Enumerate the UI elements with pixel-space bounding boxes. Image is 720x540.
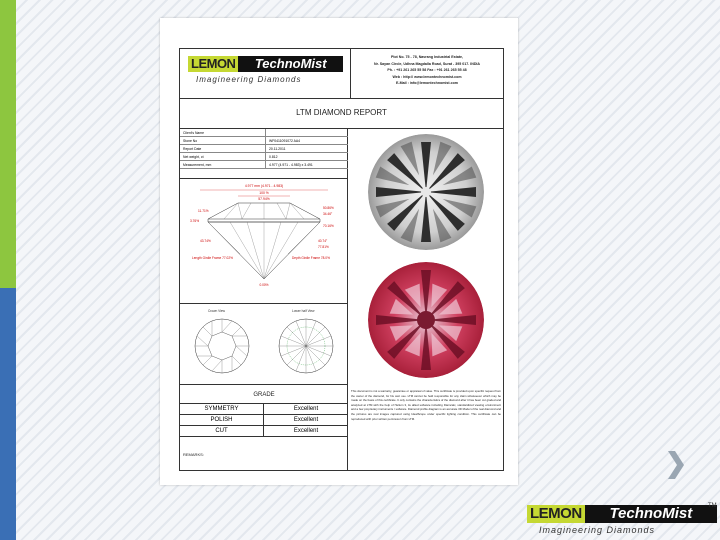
grade-title: GRADE bbox=[253, 392, 275, 398]
left-column bbox=[180, 129, 348, 384]
lower-half-label: 77.81% bbox=[318, 245, 329, 249]
grade-row bbox=[180, 426, 348, 437]
star-label: 50.86% bbox=[323, 206, 334, 210]
logo-tagline: Imagineering Diamonds bbox=[196, 75, 302, 84]
accent-bar-blue bbox=[0, 288, 16, 540]
logo-techno-text: TechnoMist bbox=[238, 56, 343, 72]
address-line: Nr. Sayan Circle, Udhna Magdalla Road, Surat - 395 017. INDIA bbox=[373, 61, 481, 66]
grade-value: Excellent bbox=[293, 417, 319, 423]
facet-views bbox=[180, 304, 348, 384]
logo-lemon-text: LEMON bbox=[188, 56, 238, 72]
culet-label: 0.00% bbox=[259, 283, 269, 287]
logo-lemon-text: LEMON bbox=[527, 505, 585, 523]
total-depth-label: 70.16% bbox=[323, 224, 334, 228]
diamond-photo-idealscope bbox=[368, 262, 484, 378]
stone-info-table bbox=[180, 129, 348, 179]
facet-diagram-icon bbox=[180, 304, 348, 384]
address-line: Web : http:// www.lemontechnomist.com bbox=[392, 74, 462, 79]
grade-value: Excellent bbox=[293, 406, 319, 412]
pavilion-angle-label: 40.74° bbox=[318, 239, 328, 243]
report-title: LTM DIAMOND REPORT bbox=[296, 108, 387, 117]
lower-view-label: Lower half View bbox=[292, 309, 315, 313]
table-top-label: 57.94% bbox=[258, 197, 270, 201]
crown-view-label: Crown View bbox=[208, 309, 225, 313]
info-row: Report Date 20.11.2011 bbox=[180, 145, 348, 153]
grade-table bbox=[180, 403, 348, 437]
idealscope-image-icon bbox=[368, 262, 484, 378]
info-row: Net weight, ct 0.812 bbox=[180, 153, 348, 161]
logo-techno-text: TechnoMist bbox=[585, 505, 717, 523]
diamond-profile-icon bbox=[180, 179, 348, 304]
grade-value: Excellent bbox=[293, 428, 319, 434]
info-row: Stone No WF0411091072 AA4 bbox=[180, 137, 348, 145]
remarks-label: REMARKS: bbox=[183, 452, 204, 457]
address-line: Ph. : +91 261 265 55 58 Fax : +91 261 265 55 48 bbox=[387, 68, 467, 72]
grade-section bbox=[180, 384, 348, 470]
info-row: Measurement, mm 4.977 (4.971 - 4.983) x 3.491 bbox=[180, 161, 348, 169]
grade-row bbox=[180, 415, 348, 426]
logo-tagline: Imagineering Diamonds bbox=[539, 525, 656, 535]
disclaimer-text: This document is not a warranty, guarantee or appraisal of value. This certificate is provided upon specific request from the owner of the diamond, for his own use. LTM cannot be held responsible for any claim whatsoever which may be made on the basis of this certificate. It only contains the characteristics of the diamond after it has been cut graded and analyzed at LTM with the help of Helium 3, its allied software including Diamcalc, standardized viewing environment and a few proprietary instruments / software. Diamond profile diagram is an accurate 3D Model of the real diamond and the pictures are real images captured using IdealScope under specific lighting condition. This certificate can be reproduced with prior written permission from LTM. bbox=[351, 389, 502, 421]
crown-height-label: 11.71% bbox=[198, 209, 209, 213]
address-line: E-Mail : info@lemontechnomist.com bbox=[395, 81, 458, 85]
length-frame-label: Length Girdle Frame 77.02% bbox=[192, 256, 233, 260]
report-logo bbox=[188, 56, 343, 92]
grade-key: POLISH bbox=[180, 415, 264, 425]
company-address bbox=[354, 54, 500, 87]
report-title-row bbox=[180, 99, 503, 129]
report-frame bbox=[179, 48, 504, 471]
chevron-right-icon[interactable] bbox=[665, 448, 687, 482]
address-line: Plot No. 75 - 78, Navrang Industrial Estate, bbox=[390, 55, 464, 59]
report-document bbox=[160, 18, 518, 485]
accent-bar-green bbox=[0, 0, 16, 288]
footer-logo bbox=[527, 505, 717, 540]
grade-row bbox=[180, 404, 348, 415]
girdle-label: 3.76% bbox=[190, 219, 200, 223]
report-header bbox=[180, 49, 503, 99]
table-pct-label: 100 % bbox=[259, 191, 269, 195]
diamond-photo-white bbox=[368, 134, 484, 250]
diameter-label: 4.977 mm (4.971 - 4.983) bbox=[244, 184, 284, 188]
grade-key: CUT bbox=[180, 426, 264, 436]
pavilion-depth-label: 43.74% bbox=[200, 239, 211, 243]
info-row: Client's Name bbox=[180, 129, 348, 137]
depth-frame-label: Depth Girdle Frame 78.0% bbox=[292, 256, 330, 260]
photo-column bbox=[348, 129, 503, 384]
crown-angle-label: 34.46° bbox=[323, 212, 333, 216]
proportion-diagram bbox=[180, 179, 348, 304]
diamond-brilliance-icon bbox=[368, 134, 484, 250]
grade-key: SYMMETRY bbox=[180, 404, 264, 414]
trademark-mark: TM bbox=[708, 503, 717, 509]
